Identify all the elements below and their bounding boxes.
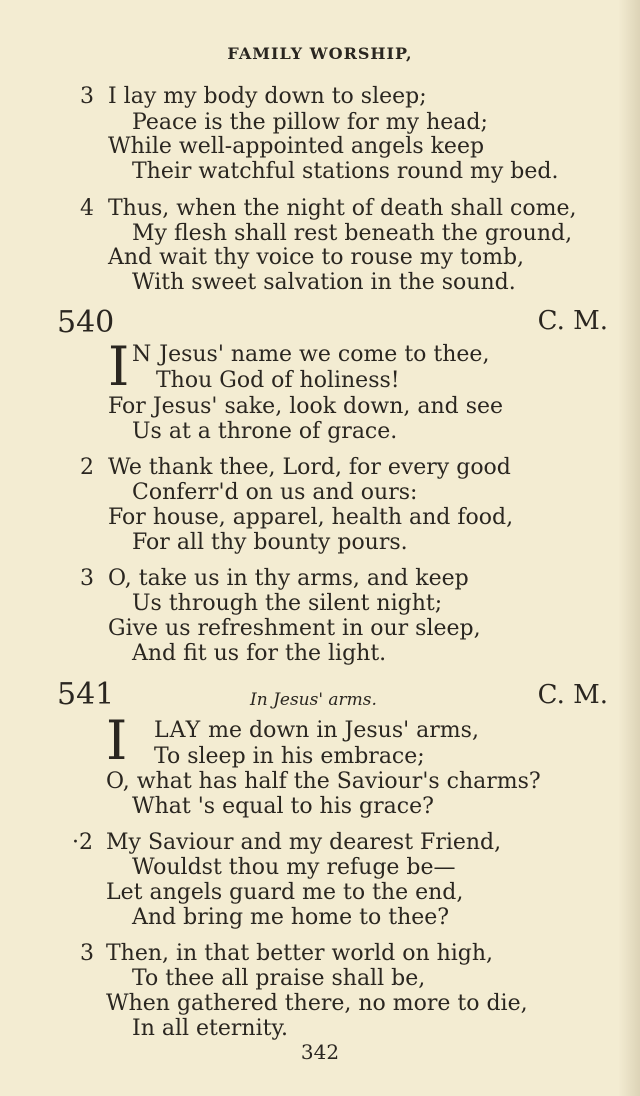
verse-line: Us through the silent night;: [132, 591, 443, 616]
verse-line: O, take us in thy arms, and keep: [108, 566, 469, 591]
verse-line: For all thy bounty pours.: [132, 530, 408, 555]
verse-line: Then, in that better world on high,: [106, 941, 494, 966]
verse-line: While well-appointed angels keep: [108, 134, 485, 159]
verse-line: Us at a throne of grace.: [132, 419, 398, 444]
hymn-title: In Jesus' arms.: [250, 690, 377, 710]
verse-line: O, what has half the Saviour's charms?: [106, 769, 541, 794]
drop-cap: I: [106, 709, 128, 772]
verse-line: For house, apparel, health and food,: [108, 505, 514, 530]
verse-line: Their watchful stations round my bed.: [132, 159, 559, 184]
verse-number: 3: [80, 566, 94, 591]
verse-line: Let angels guard me to the end,: [106, 880, 464, 905]
page-edge-shadow: [618, 0, 640, 1096]
verse-line-first: [154, 718, 479, 744]
verse-line: Peace is the pillow for my head;: [132, 110, 488, 135]
verse-line: Thou God of holiness!: [156, 368, 400, 393]
verse-number: 3: [80, 84, 94, 109]
verse-line: And wait thy voice to rouse my tomb,: [108, 245, 525, 270]
verse-line: And fit us for the light.: [132, 641, 387, 666]
hymn-meter: C. M.: [537, 306, 608, 336]
hymn-meter: C. M.: [537, 680, 608, 710]
verse-line: Conferr'd on us and ours:: [132, 480, 418, 505]
verse-line: We thank thee, Lord, for every good: [108, 455, 511, 480]
verse-line: I lay my body down to sleep;: [108, 84, 427, 109]
small-caps-start: N: [132, 342, 153, 367]
verse-line: Give us refreshment in our sleep,: [108, 616, 481, 641]
verse-number: 3: [80, 941, 94, 966]
verse-line: And bring me home to thee?: [132, 905, 450, 930]
line-rest: Jesus' name we come to thee,: [152, 342, 490, 367]
verse-line: In all eternity.: [132, 1016, 288, 1041]
hymn-number: 540: [57, 305, 115, 340]
verse-line: To thee all praise shall be,: [132, 966, 426, 991]
line-rest: me down in Jesus' arms,: [201, 718, 479, 743]
verse-line: To sleep in his embrace;: [154, 744, 425, 769]
verse-line: For Jesus' sake, look down, and see: [108, 394, 504, 419]
verse-line: With sweet salvation in the sound.: [132, 270, 516, 295]
verse-line: My flesh shall rest beneath the ground,: [132, 221, 573, 246]
page-number: 342: [300, 1040, 340, 1064]
running-header: FAMILY WORSHIP,: [227, 44, 413, 63]
small-caps-start: LAY: [154, 718, 202, 743]
verse-number: 4: [80, 196, 94, 221]
verse-line: Thus, when the night of death shall come,: [108, 196, 577, 221]
drop-cap: I: [108, 335, 130, 398]
hymn-number: 541: [57, 677, 115, 712]
verse-number: 2: [80, 455, 94, 480]
verse-line: My Saviour and my dearest Friend,: [106, 830, 502, 855]
verse-line: Wouldst thou my refuge be—: [132, 855, 456, 880]
verse-line: What 's equal to his grace?: [132, 794, 434, 819]
verse-line: When gathered there, no more to die,: [106, 991, 528, 1016]
verse-number: ·2: [72, 830, 93, 855]
verse-line-first: [132, 342, 489, 368]
